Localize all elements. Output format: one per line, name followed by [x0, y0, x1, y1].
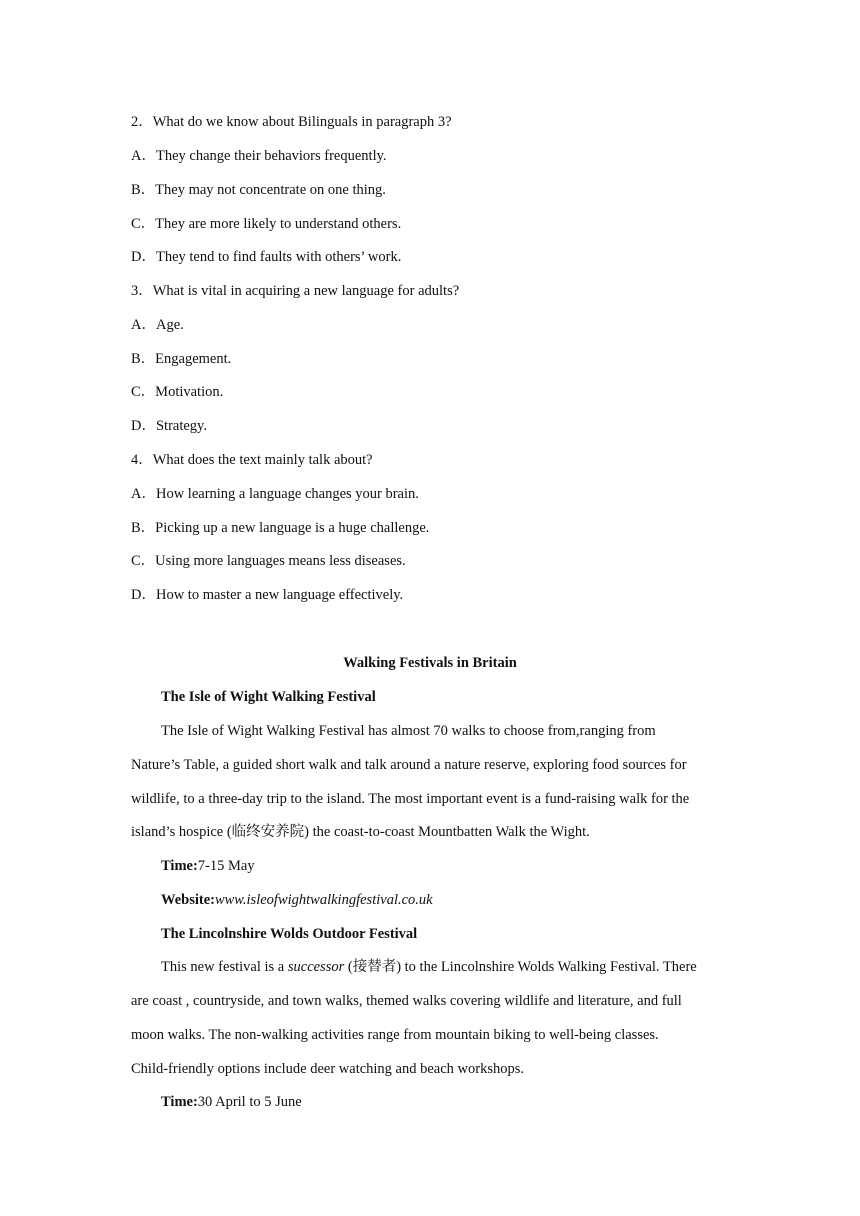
question-3-option-a: A．Age.: [131, 317, 184, 333]
question-2-option-d: D．They tend to find faults with others’ work.: [131, 249, 402, 265]
section-2-line-1: This new festival is a successor (接替者) to the Lincolnshire Wolds Walking Festival. There: [161, 959, 697, 975]
question-4-option-d: D．How to master a new language effectively.: [131, 587, 404, 603]
section-2-time: [161, 1093, 302, 1111]
section-2-line-2: are coast , countryside, and town walks, themed walks covering wildlife and literature, and full: [131, 993, 682, 1009]
time-value: 7-15 May: [197, 858, 255, 874]
section-1-line-2: Nature’s Table, a guided short walk and talk around a nature reserve, exploring food sources for: [131, 757, 687, 773]
section-2-line-3: moon walks. The non-walking activities range from mountain biking to well-being classes.: [131, 1027, 659, 1043]
time-label: Time:: [161, 858, 198, 874]
time-value: 30 April to 5 June: [197, 1094, 302, 1110]
section-1-time: [161, 857, 255, 875]
time-label: Time:: [161, 1094, 198, 1110]
question-4-option-b: B．Picking up a new language is a huge challenge.: [131, 520, 430, 536]
question-2-option-c: C．They are more likely to understand others.: [131, 216, 402, 232]
section-1-line-4: island’s hospice (临终安养院) the coast-to-coast Mountbatten Walk the Wight.: [131, 824, 590, 840]
question-3-option-c: C．Motivation.: [131, 384, 224, 400]
successor-term: successor: [287, 959, 345, 975]
question-2-option-a: A．They change their behaviors frequently.: [131, 148, 387, 164]
section-1-line-1: The Isle of Wight Walking Festival has almost 70 walks to choose from,ranging from: [161, 723, 656, 739]
section-2-heading: The Lincolnshire Wolds Outdoor Festival: [161, 926, 418, 942]
section-1-line-3: wildlife, to a three-day trip to the island. The most important event is a fund-raising walk for the: [131, 791, 690, 807]
question-2-stem: 2．What do we know about Bilinguals in paragraph 3?: [131, 114, 452, 130]
website-label: Website:: [161, 892, 215, 908]
section-2-line-4: Child-friendly options include deer watching and beach workshops.: [131, 1061, 525, 1077]
article-title: Walking Festivals in Britain: [343, 655, 517, 671]
website-link[interactable]: www.isleofwightwalkingfestival.co.uk: [214, 892, 433, 908]
question-4-option-a: A．How learning a language changes your brain.: [131, 486, 419, 502]
question-3-option-b: B．Engagement.: [131, 351, 232, 367]
question-4-stem: 4．What does the text mainly talk about?: [131, 452, 373, 468]
section-1-heading: The Isle of Wight Walking Festival: [161, 689, 376, 705]
question-3-stem: 3．What is vital in acquiring a new language for adults?: [131, 283, 460, 299]
question-2-option-b: B．They may not concentrate on one thing.: [131, 182, 386, 198]
section-1-website: [161, 891, 433, 909]
question-4-option-c: C．Using more languages means less diseases.: [131, 553, 406, 569]
question-3-option-d: D．Strategy.: [131, 418, 207, 434]
